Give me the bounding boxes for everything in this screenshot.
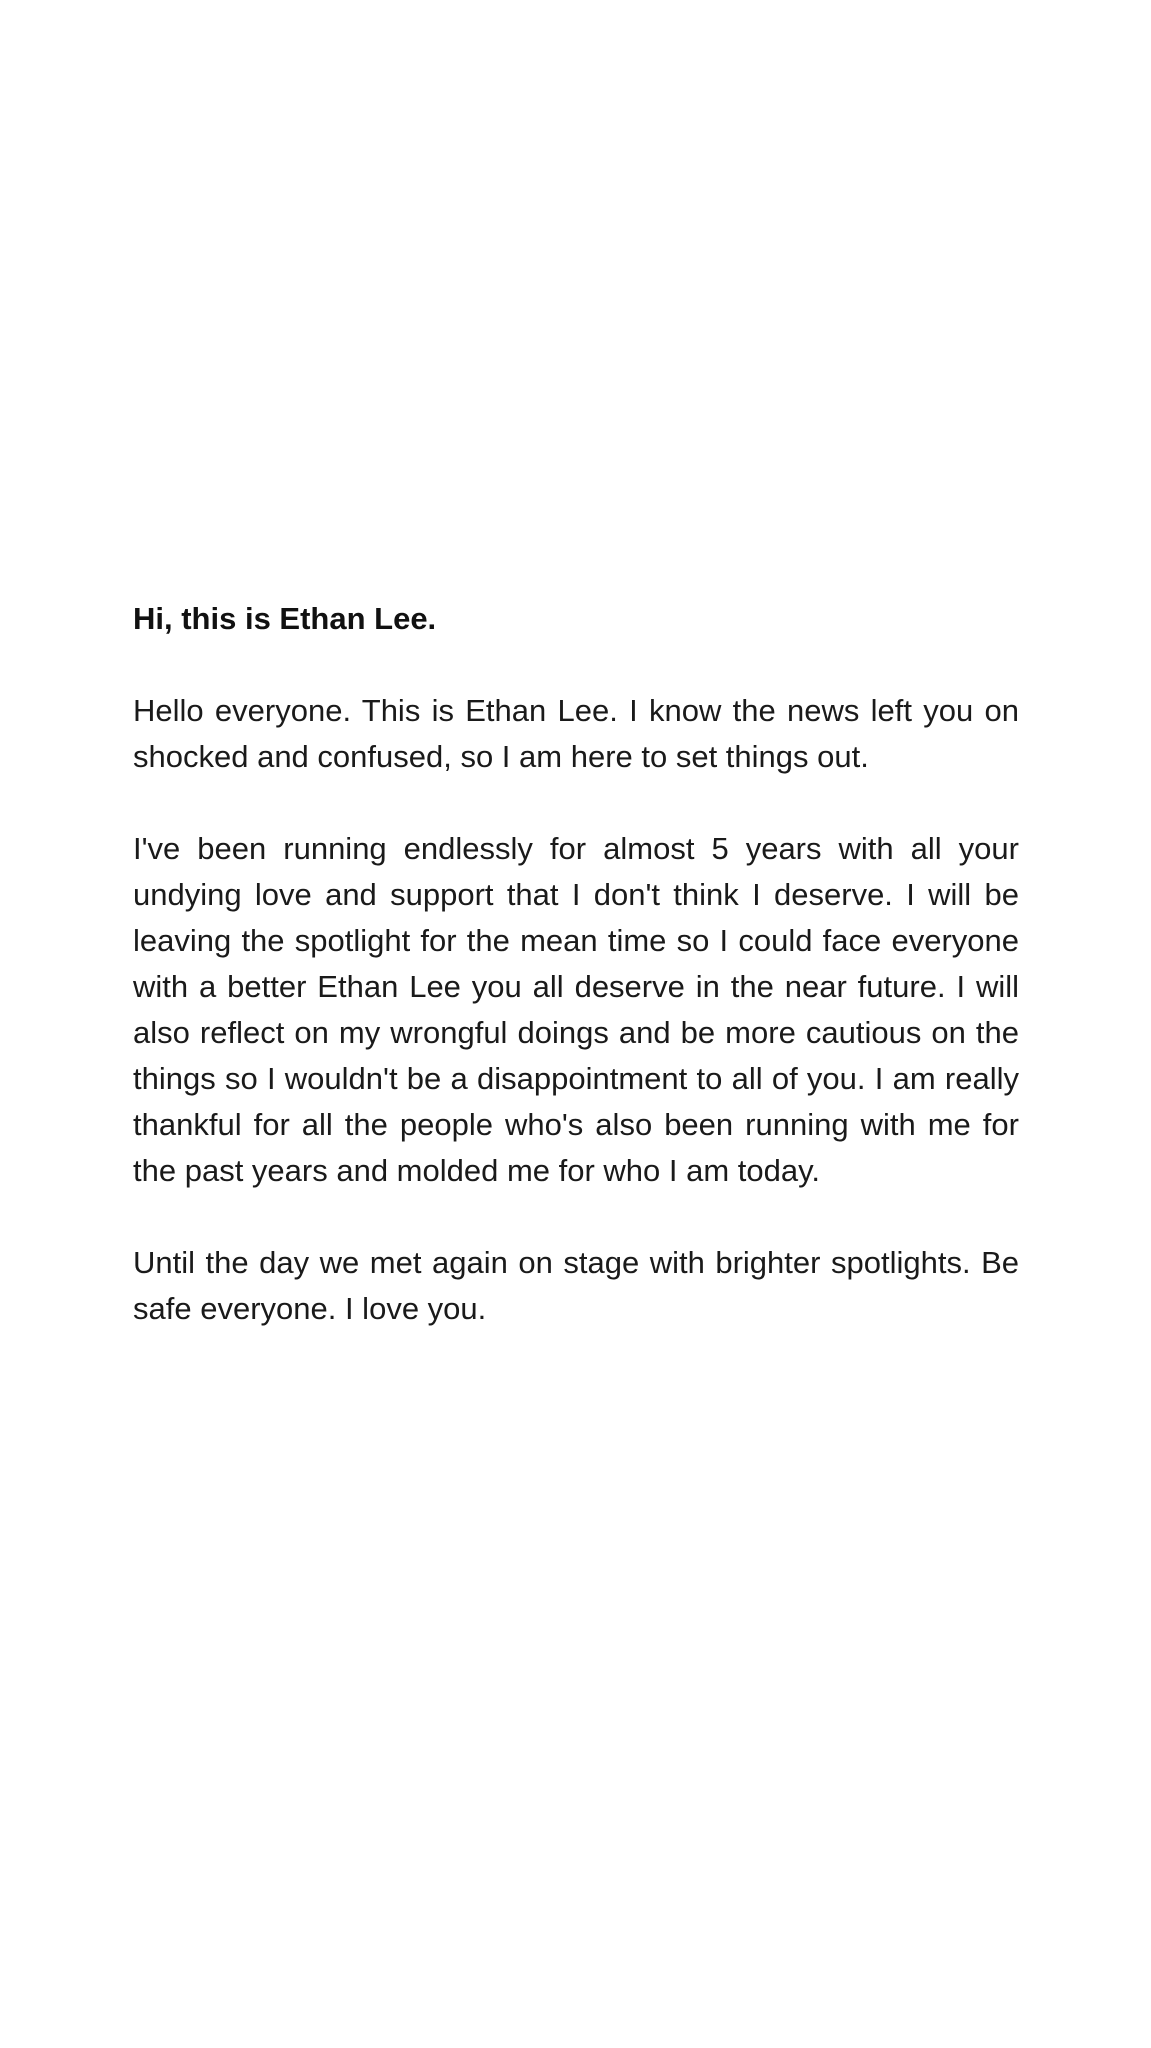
- letter-title: Hi, this is Ethan Lee.: [133, 601, 437, 636]
- paragraph-body: I've been running endlessly for almost 5 years with all your undying love and support that I don't think I deserve. I will be leaving the spotlight for the mean time so I could face everyone with a better Ethan Lee you all deserve in the near future. I will also reflect on my wrongful doings and be more cautious on the things so I wouldn't be a disappointment to all of you. I am really thankful for all the people who's also been running with me for the past years and molded me for who I am today.: [133, 831, 1019, 1188]
- paragraph-closing: Until the day we met again on stage with brighter spotlights. Be safe everyone. I love you.: [133, 1245, 1019, 1326]
- letter-document: [133, 596, 1019, 1332]
- paragraph-intro: Hello everyone. This is Ethan Lee. I know the news left you on shocked and confused, so I am here to set things out.: [133, 693, 1019, 774]
